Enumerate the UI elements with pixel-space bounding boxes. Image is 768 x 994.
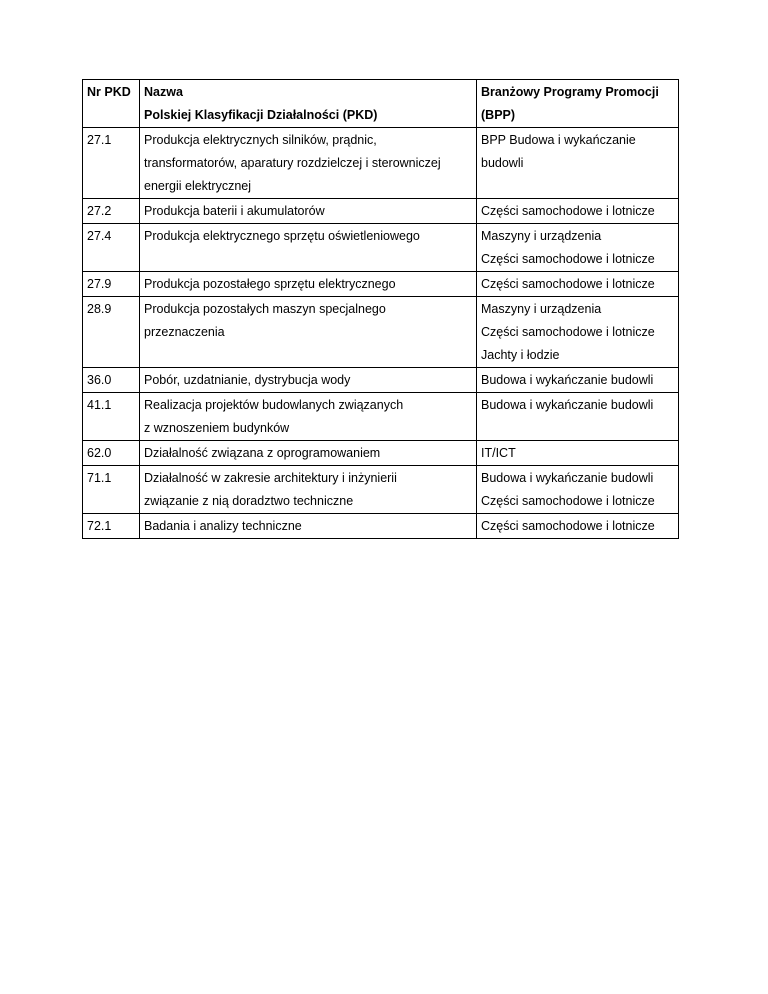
pkd-code-cell (83, 128, 140, 199)
table-row (83, 199, 679, 224)
pkd-name-line: Produkcja elektrycznego sprzętu oświetleniowego (144, 229, 420, 243)
table-row (83, 128, 679, 199)
bpp-line: Maszyny i urządzenia (481, 229, 602, 243)
pkd-name-line: związanie z nią doradztwo techniczne (144, 494, 354, 508)
pkd-name-cell (140, 224, 477, 272)
pkd-name-cell (140, 514, 477, 539)
bpp-line: Części samochodowe i lotnicze (481, 252, 655, 266)
pkd-code: 27.9 (87, 277, 112, 291)
pkd-name-cell (140, 199, 477, 224)
bpp-line: BPP Budowa i wykańczanie (481, 133, 636, 147)
pkd-name-line: Produkcja baterii i akumulatorów (144, 204, 325, 218)
pkd-name-cell (140, 368, 477, 393)
bpp-line: Maszyny i urządzenia (481, 302, 602, 316)
header-name (140, 80, 477, 128)
table-row (83, 441, 679, 466)
table-row (83, 297, 679, 368)
pkd-code: 28.9 (87, 302, 112, 316)
pkd-code: 71.1 (87, 471, 112, 485)
bpp-line: Części samochodowe i lotnicze (481, 494, 655, 508)
bpp-cell (477, 514, 679, 539)
pkd-name-line: energii elektrycznej (144, 179, 251, 193)
table-row (83, 368, 679, 393)
bpp-cell (477, 128, 679, 199)
bpp-line: budowli (481, 156, 524, 170)
bpp-cell (477, 466, 679, 514)
pkd-code-cell (83, 514, 140, 539)
bpp-line: Części samochodowe i lotnicze (481, 277, 655, 291)
pkd-name-line: przeznaczenia (144, 325, 225, 339)
pkd-name-cell (140, 272, 477, 297)
pkd-name-line: z wznoszeniem budynków (144, 421, 290, 435)
header-row (83, 80, 679, 128)
pkd-code: 27.1 (87, 133, 112, 147)
pkd-code-cell (83, 272, 140, 297)
bpp-line: Części samochodowe i lotnicze (481, 204, 655, 218)
bpp-line: Części samochodowe i lotnicze (481, 325, 655, 339)
header-bpp-line: Branżowy Programy Promocji (481, 85, 659, 99)
bpp-cell (477, 199, 679, 224)
header-code: Nr PKD (83, 80, 140, 128)
table-body (83, 128, 679, 539)
pkd-name-line: Produkcja elektrycznych silników, prądnic, (144, 133, 377, 147)
bpp-cell (477, 272, 679, 297)
bpp-line: Części samochodowe i lotnicze (481, 519, 655, 533)
pkd-name-line: Badania i analizy techniczne (144, 519, 302, 533)
bpp-cell (477, 441, 679, 466)
pkd-code-cell (83, 393, 140, 441)
pkd-name-line: Produkcja pozostałych maszyn specjalnego (144, 302, 386, 316)
pkd-name-cell (140, 441, 477, 466)
pkd-code-cell (83, 297, 140, 368)
pkd-name-line: Pobór, uzdatnianie, dystrybucja wody (144, 373, 351, 387)
pkd-code-cell (83, 368, 140, 393)
pkd-code: 72.1 (87, 519, 112, 533)
table-row (83, 514, 679, 539)
pkd-code-cell (83, 441, 140, 466)
pkd-code: 27.2 (87, 204, 112, 218)
bpp-cell (477, 393, 679, 441)
pkd-code: 27.4 (87, 229, 112, 243)
pkd-name-line: Realizacja projektów budowlanych związanych (144, 398, 404, 412)
pkd-name-line: transformatorów, aparatury rozdzielczej i sterowniczej (144, 156, 441, 170)
pkd-name-cell (140, 297, 477, 368)
bpp-cell (477, 297, 679, 368)
pkd-name-line: Produkcja pozostałego sprzętu elektrycznego (144, 277, 396, 291)
pkd-code-cell (83, 466, 140, 514)
pkd-name-line: Działalność związana z oprogramowaniem (144, 446, 381, 460)
bpp-line: Jachty i łodzie (481, 348, 560, 362)
pkd-name-cell (140, 393, 477, 441)
bpp-line: IT/ICT (481, 446, 516, 460)
pkd-name-line: Działalność w zakresie architektury i inżynierii (144, 471, 397, 485)
pkd-code-cell (83, 224, 140, 272)
table-row (83, 272, 679, 297)
bpp-line: Budowa i wykańczanie budowli (481, 471, 654, 485)
header-bpp (477, 80, 679, 128)
header-name-line: Nazwa (144, 85, 183, 99)
pkd-name-cell (140, 466, 477, 514)
table-row (83, 224, 679, 272)
pkd-code: 62.0 (87, 446, 112, 460)
pkd-table (82, 79, 679, 539)
header-name-line: Polskiej Klasyfikacji Działalności (PKD) (144, 108, 378, 122)
bpp-cell (477, 368, 679, 393)
bpp-cell (477, 224, 679, 272)
bpp-line: Budowa i wykańczanie budowli (481, 373, 654, 387)
header-bpp-line: (BPP) (481, 108, 516, 122)
bpp-line: Budowa i wykańczanie budowli (481, 398, 654, 412)
pkd-code: 36.0 (87, 373, 112, 387)
pkd-code-cell (83, 199, 140, 224)
pkd-code: 41.1 (87, 398, 112, 412)
table-row (83, 393, 679, 441)
pkd-name-cell (140, 128, 477, 199)
table-row (83, 466, 679, 514)
